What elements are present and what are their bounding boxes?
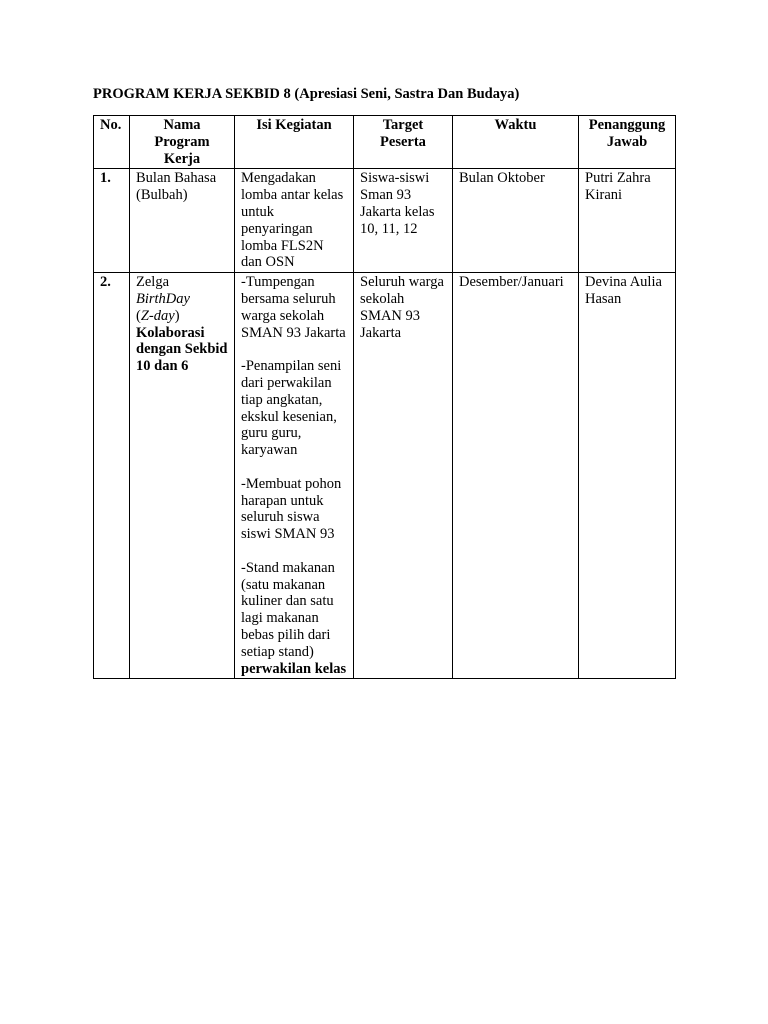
- activity-item: -Tumpengan bersama seluruh warga sekolah SMAN 93 Jakarta: [241, 274, 346, 341]
- activity-description-cell: [235, 273, 354, 679]
- header-target-peserta: Target Peserta: [354, 116, 453, 169]
- header-no: No.: [94, 116, 130, 169]
- header-penanggung-jawab: Penanggung Jawab: [579, 116, 676, 169]
- header-nama-program: Nama Program Kerja: [130, 116, 235, 169]
- row-number: 1.: [94, 169, 130, 273]
- header-isi-kegiatan: Isi Kegiatan: [235, 116, 354, 169]
- activity-item: -Membuat pohon harapan untuk seluruh siswa siswi SMAN 93: [241, 475, 342, 543]
- abbrev-text: Z-day: [140, 307, 175, 324]
- program-name: Zelga: [136, 274, 170, 291]
- table-header-row: [94, 116, 676, 169]
- activity-item-bold: perwakilan kelas: [241, 660, 347, 677]
- row-number: 2.: [94, 273, 130, 679]
- activity-description: Mengadakan lomba antar kelas untuk penyaringan lomba FLS2N dan OSN: [235, 169, 354, 273]
- person-in-charge: Putri Zahra Kirani: [579, 169, 676, 273]
- program-name-abbrev: [136, 308, 228, 325]
- page-title: PROGRAM KERJA SEKBID 8 (Apresiasi Seni, Sastra Dan Budaya): [93, 86, 520, 102]
- activity-item: -Stand makanan (satu makanan kuliner dan satu lagi makanan bebas pilih dari setiap stand): [241, 559, 335, 660]
- abbrev-open-paren: (: [136, 307, 141, 324]
- target-participants: Seluruh warga sekolah SMAN 93 Jakarta: [354, 273, 453, 679]
- time: Bulan Oktober: [453, 169, 579, 273]
- person-in-charge: Devina Aulia Hasan: [579, 273, 676, 679]
- table-row: [94, 273, 676, 679]
- program-name-birthday: BirthDay: [136, 290, 190, 307]
- target-participants: Siswa-siswi Sman 93 Jakarta kelas 10, 11, 12: [354, 169, 453, 273]
- program-name: Bulan Bahasa (Bulbah): [130, 169, 235, 273]
- abbrev-close-paren: ): [174, 307, 180, 324]
- header-waktu: Waktu: [453, 116, 579, 169]
- table-row: [94, 169, 676, 273]
- program-table: [93, 115, 676, 679]
- activity-item: -Penampilan seni dari perwakilan tiap angkatan, ekskul kesenian, guru guru, karyawan: [241, 358, 342, 459]
- program-name-cell: [130, 273, 235, 679]
- collaboration-note: Kolaborasi dengan Sekbid 10 dan 6: [136, 324, 228, 375]
- time: Desember/Januari: [453, 273, 579, 679]
